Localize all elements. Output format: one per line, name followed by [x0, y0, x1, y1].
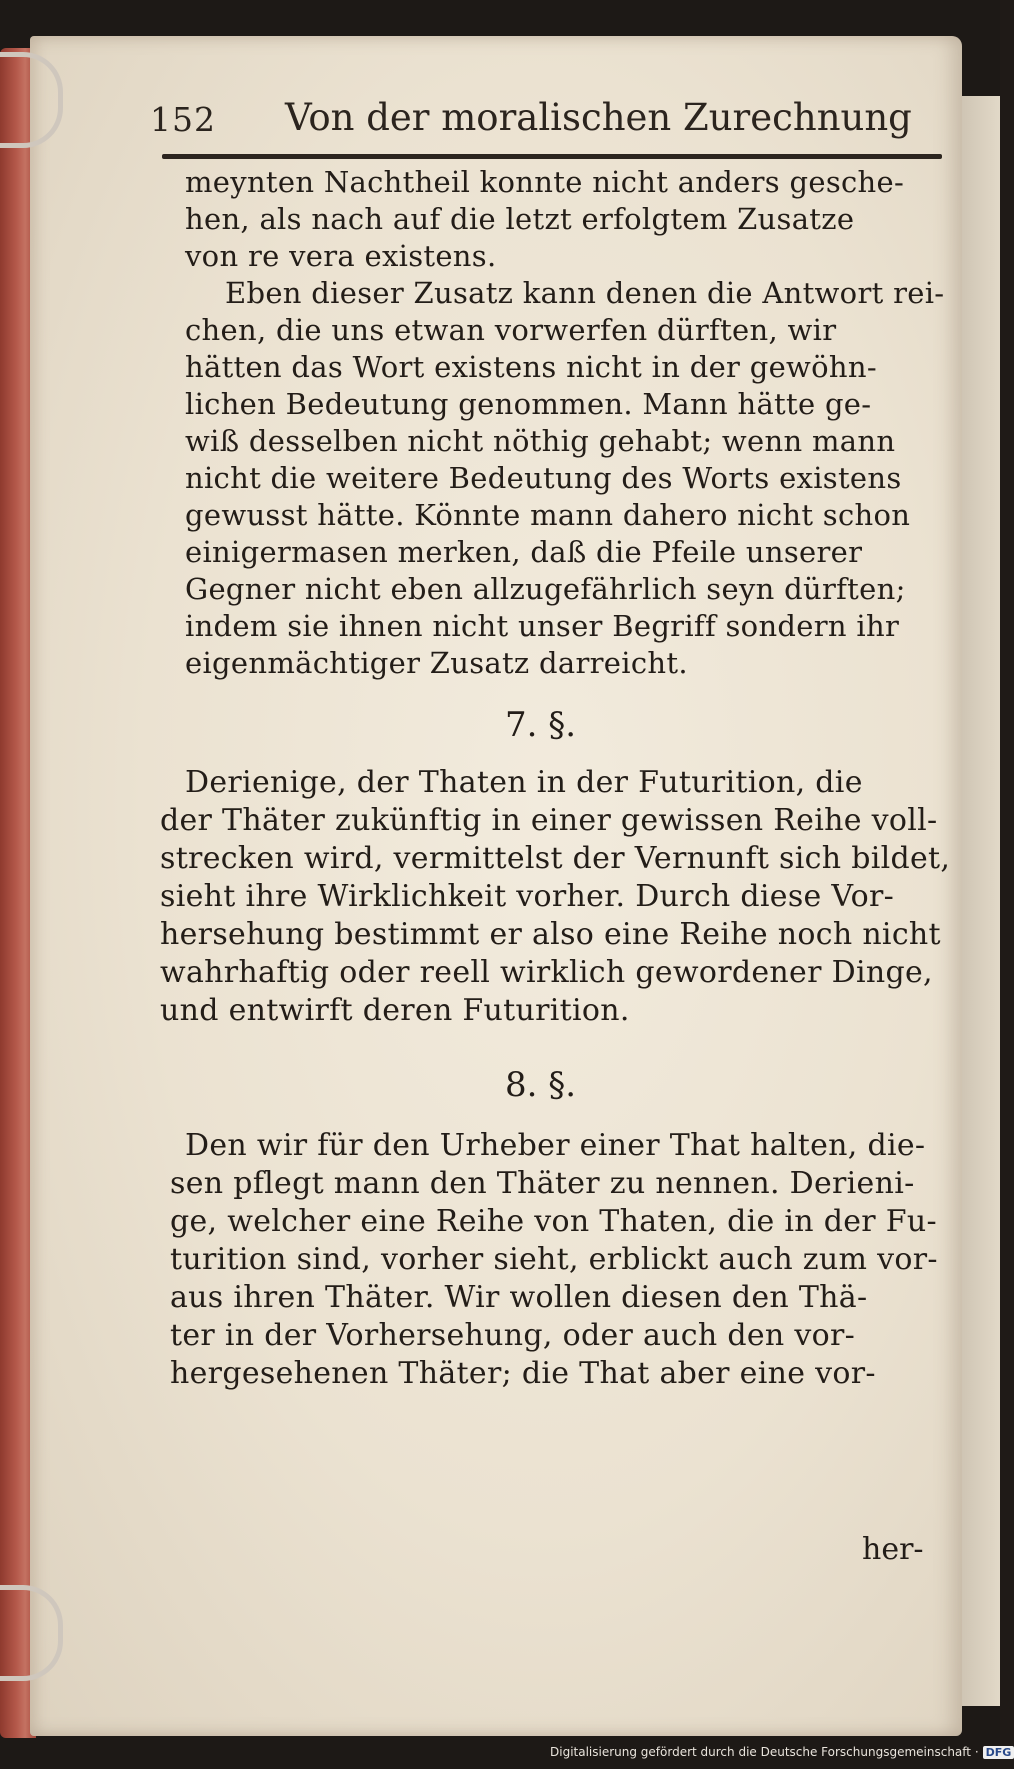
text-line: wahrhaftig oder reell wirklich gewordener Dinge,	[160, 955, 933, 990]
text-line: indem sie ihnen nicht unser Begriff sondern ihr	[185, 609, 900, 643]
header-rule	[162, 154, 942, 159]
running-title: Von der moralischen Zurechnung	[285, 96, 912, 139]
page-header	[150, 86, 940, 146]
text-line: Den wir für den Urheber einer That halten, die-	[185, 1128, 926, 1163]
catchword: her-	[862, 1532, 924, 1567]
text-line: hersehung bestimmt er also eine Reihe noch nicht	[160, 917, 941, 952]
text-line: nicht die weitere Bedeutung des Worts existens	[185, 461, 902, 495]
section-heading-8: 8. §.	[505, 1065, 577, 1105]
text-line: chen, die uns etwan vorwerfen dürften, wir	[185, 313, 837, 347]
top-page-clip	[0, 52, 63, 148]
text-line: meynten Nachtheil konnte nicht anders gesche-	[185, 165, 905, 199]
text-line: aus ihren Thäter. Wir wollen diesen den Thä-	[170, 1280, 868, 1315]
text-line: sen pflegt mann den Thäter zu nennen. Derieni-	[170, 1166, 915, 1201]
page-number: 152	[150, 100, 216, 139]
text-line: hätten das Wort existens nicht in der gewöhn-	[185, 350, 877, 384]
text-line: sieht ihre Wirklichkeit vorher. Durch diese Vor-	[160, 879, 895, 914]
text-line: ge, welcher eine Reihe von Thaten, die in der Fu-	[170, 1204, 937, 1239]
text-line: lichen Bedeutung genommen. Mann hätte ge-	[185, 387, 872, 421]
text-line: hen, als nach auf die letzt erfolgtem Zusatze	[185, 202, 855, 236]
text-line: gewusst hätte. Könnte mann dahero nicht schon	[185, 498, 911, 532]
text-line: von re vera existens.	[185, 239, 497, 273]
dfg-logo: DFG	[983, 1746, 1014, 1759]
text-line: einigermasen merken, daß die Pfeile unserer	[185, 535, 863, 569]
digitization-credit	[550, 1745, 1012, 1765]
text-line: Gegner nicht eben allzugefährlich seyn dürften;	[185, 572, 906, 606]
text-line: turition sind, vorher sieht, erblickt auch zum vor-	[170, 1242, 938, 1277]
text-line: Derienige, der Thaten in der Futurition, die	[185, 765, 863, 800]
credit-text: Digitalisierung gefördert durch die Deutsche Forschungsgemeinschaft ·	[550, 1745, 979, 1759]
text-line: hergesehenen Thäter; die That aber eine vor-	[170, 1356, 876, 1391]
text-line: Eben dieser Zusatz kann denen die Antwort rei-	[225, 276, 945, 310]
text-line: und entwirft deren Futurition.	[160, 993, 630, 1028]
text-line: strecken wird, vermittelst der Vernunft sich bildet,	[160, 841, 951, 876]
text-line: der Thäter zukünftig in einer gewissen Reihe voll-	[160, 803, 938, 838]
text-line: eigenmächtiger Zusatz darreicht.	[185, 646, 688, 680]
bottom-page-clip	[0, 1585, 63, 1681]
facing-page-edge	[962, 96, 1000, 1706]
section-heading-7: 7. §.	[505, 705, 577, 745]
text-line: wiß desselben nicht nöthig gehabt; wenn mann	[185, 424, 896, 458]
text-line: ter in der Vorhersehung, oder auch den vor-	[170, 1318, 856, 1353]
